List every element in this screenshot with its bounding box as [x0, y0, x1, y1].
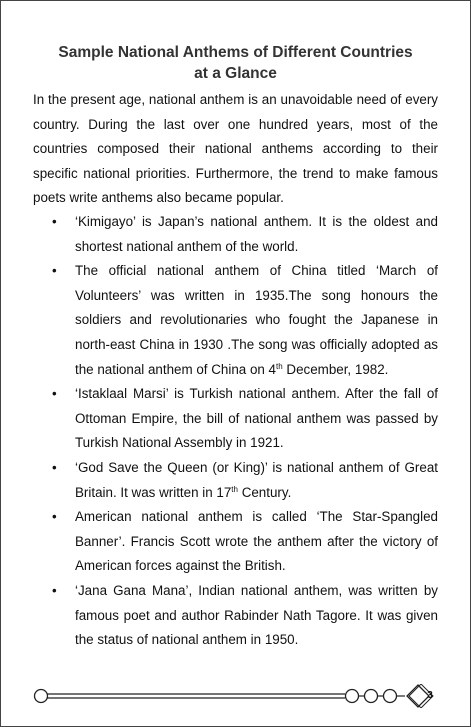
- list-item-china: [33, 259, 438, 382]
- bullet-dot: •: [52, 582, 57, 598]
- bullet-dot: •: [52, 214, 57, 229]
- list-item-japan: [33, 210, 438, 259]
- list-item-britain: [33, 456, 438, 505]
- bullet-dot: •: [52, 509, 57, 525]
- page-title-line-2: at a Glance: [194, 65, 277, 82]
- intro-paragraph: In the present age, national anthem is an unavoidable need of every country. During the last over one hundred years, most of the countries composed their national anthems according to their specific national priorities. Furthermore, the trend to make famous poets write anthems also became popular.: [33, 92, 438, 206]
- list-item-text: ‘Istaklaal Marsi’ is Turkish national anthem. After the fall of Ottoman Empire, the bill of national anthem was passed by Turkish National Assembly in 1921.: [75, 386, 438, 451]
- list-item-text: ‘God Save the Queen (or King)’ is national anthem of Great Britain. It was written in 17: [75, 459, 438, 500]
- page-title-line-1: Sample National Anthems of Different Countries: [58, 44, 413, 61]
- page-number: 3: [427, 690, 433, 701]
- list-item-turkey: [33, 382, 438, 456]
- list-item-text-end: December, 1982.: [282, 361, 389, 377]
- ordinal-suffix: th: [231, 484, 238, 494]
- anthem-list: [33, 210, 438, 653]
- bullet-dot: •: [52, 263, 57, 279]
- page-footer: [33, 684, 441, 708]
- page-title: [20, 42, 451, 84]
- list-item-text: ‘Kimigayo’ is Japan’s national anthem. It is the oldest and shortest national anthem of the world.: [75, 214, 438, 254]
- list-item-text: ‘Jana Gana Mana’, Indian national anthem, was written by famous poet and author Rabinder Nath Tagore. It was given the status of national anthem in 1950.: [75, 582, 438, 648]
- list-item-india: [33, 579, 438, 653]
- bullet-dot: •: [52, 459, 57, 475]
- ordinal-suffix: th: [276, 361, 283, 371]
- list-item-america: [33, 505, 438, 579]
- footer-ornament-icon: [33, 684, 441, 708]
- list-item-text: American national anthem is called ‘The Star-Spangled Banner’. Francis Scott wrote the anthem after the victory of American forces against the British.: [75, 509, 438, 574]
- bullet-dot: •: [52, 386, 57, 402]
- list-item-text-end: Century.: [237, 484, 292, 500]
- list-item-text: The official national anthem of China titled ‘March of Volunteers’ was written in 1935.The song honours the soldiers and revolutionaries who fought the Japanese in north-east China in 1930 .The song was officially adopted as the national anthem of China on 4: [75, 263, 438, 377]
